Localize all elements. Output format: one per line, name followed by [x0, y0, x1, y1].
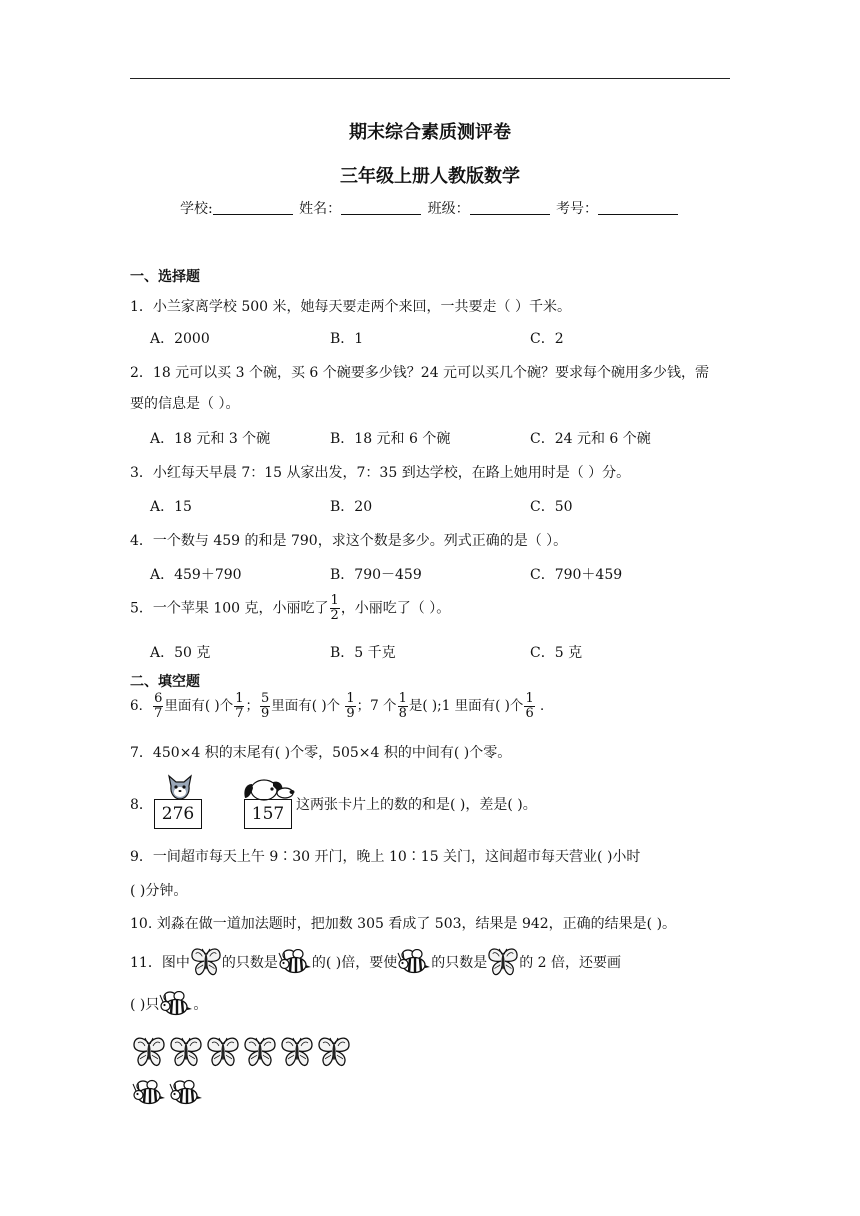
name-blank[interactable]: [341, 200, 421, 215]
question-5: [130, 594, 735, 623]
q1-option-a[interactable]: A．2000: [150, 331, 210, 347]
question-7: 7．450×4 积的末尾有( )个零，505×4 积的中间有( )个零。: [130, 745, 512, 761]
bee-icon: [397, 949, 431, 975]
fraction: $\frac{5}{9}$: [260, 691, 270, 721]
question-1: 1．小兰家离学校 500 米，她每天要走两个来回，一共要走（ ）千米。: [130, 299, 571, 315]
q3-option-c[interactable]: C．50: [530, 499, 573, 515]
page-subtitle: 三年级上册人教版数学: [340, 166, 520, 187]
q1-option-c[interactable]: C．2: [530, 331, 564, 347]
butterfly-icon: [487, 947, 519, 977]
q4-option-b[interactable]: B．790－459: [330, 567, 422, 583]
exam-no-label: 考号：: [556, 201, 599, 217]
name-label: 姓名：: [299, 201, 342, 217]
q4-option-a[interactable]: A．459＋790: [150, 567, 242, 583]
exam-no-blank[interactable]: [598, 200, 678, 215]
bee-icon: [132, 1078, 166, 1108]
header-rule: [130, 78, 730, 79]
question-6: 6． $\frac{6}{7}$ 里面有( )个 $\frac{1}{7}$ ； $\frac{5}{9}$ 里面有( )个 $\frac{1}{9}$ ；7 个 $\frac{1}{8}$ 是( );1 里面有( )个 $\frac{1}{6}$ ．: [130, 691, 554, 721]
bee-icon: [278, 949, 312, 975]
q5-option-c[interactable]: C．5 克: [530, 645, 583, 661]
q2-option-a[interactable]: A．18 元和 3 个碗: [150, 431, 271, 447]
q3-option-a[interactable]: A．15: [150, 499, 192, 515]
fraction: $\frac{1}{6}$: [525, 691, 534, 721]
section-title-choice: 一、选择题: [130, 269, 200, 285]
butterfly-icon: [132, 1036, 166, 1068]
q4-option-c[interactable]: C．790＋459: [530, 567, 623, 583]
butterfly-row: [132, 1036, 351, 1068]
butterfly-icon: [190, 947, 222, 977]
number-card-1: 276: [154, 799, 202, 829]
butterfly-icon: [169, 1036, 203, 1068]
student-info-line: [0, 198, 860, 218]
butterfly-icon: [243, 1036, 277, 1068]
butterfly-icon: [317, 1036, 351, 1068]
bee-icon: [169, 1078, 203, 1108]
q8-text: 这两张卡片上的数的和是( )，差是( )。: [296, 797, 537, 813]
question-3: 3．小红每天早晨 7：15 从家出发，7：35 到达学校，在路上她用时是（ ）分。: [130, 465, 631, 481]
q1-option-b[interactable]: B．1: [330, 331, 364, 347]
q8-number: 8．: [130, 797, 153, 813]
q5-option-b[interactable]: B．5 千克: [330, 645, 396, 661]
q5-text-post: ，小丽吃了（ ）。: [340, 600, 451, 617]
q3-option-b[interactable]: B．20: [330, 499, 373, 515]
cat-icon: [166, 774, 194, 800]
number-card-2: 157: [244, 799, 292, 829]
butterfly-icon: [280, 1036, 314, 1068]
q2-option-c[interactable]: C．24 元和 6 个碗: [530, 431, 651, 447]
page-title: 期末综合素质测评卷: [349, 122, 511, 143]
question-10: 10. 刘淼在做一道加法题时，把加数 305 看成了 503，结果是 942，正确的结果是( )。: [130, 916, 677, 932]
fraction-one-half: $\frac{1}{2}$: [330, 593, 339, 623]
question-9-line-2: ( )分钟。: [130, 883, 188, 899]
fraction: $\frac{1}{7}$: [235, 691, 244, 721]
butterfly-icon: [206, 1036, 240, 1068]
fraction: $\frac{1}{9}$: [346, 691, 355, 721]
question-4: 4．一个数与 459 的和是 790，求这个数是多少。列式正确的是（ ）。: [130, 533, 568, 549]
section-title-fill: 二、填空题: [130, 674, 200, 690]
question-11-line-2: ( )只 。: [130, 990, 735, 1018]
bee-icon: [159, 991, 193, 1017]
q5-option-a[interactable]: A．50 克: [150, 645, 211, 661]
question-11-line-1: 11．图中 的只数是 的( )倍，要使 的只数是 的 2 倍，还要画: [130, 945, 735, 979]
bee-row: [132, 1078, 203, 1108]
q2-option-b[interactable]: B．18 元和 6 个碗: [330, 431, 451, 447]
question-2-line-2: 要的信息是（ ）。: [130, 396, 240, 412]
question-2-line-1: 2．18 元可以买 3 个碗，买 6 个碗要多少钱？24 元可以买几个碗？要求每个碗用多少钱，需: [130, 365, 710, 381]
q5-text-pre: 5．一个苹果 100 克，小丽吃了: [130, 600, 329, 617]
school-label: 学校:: [179, 201, 213, 217]
class-blank[interactable]: [470, 200, 550, 215]
question-9-line-1: 9．一间超市每天上午 9∶30 开门，晚上 10∶15 关门，这间超市每天营业( )小时: [130, 849, 641, 865]
school-blank[interactable]: [213, 200, 293, 215]
class-label: 班级：: [427, 201, 470, 217]
fraction: $\frac{1}{8}$: [398, 691, 407, 721]
fraction: $\frac{6}{7}$: [154, 691, 163, 721]
